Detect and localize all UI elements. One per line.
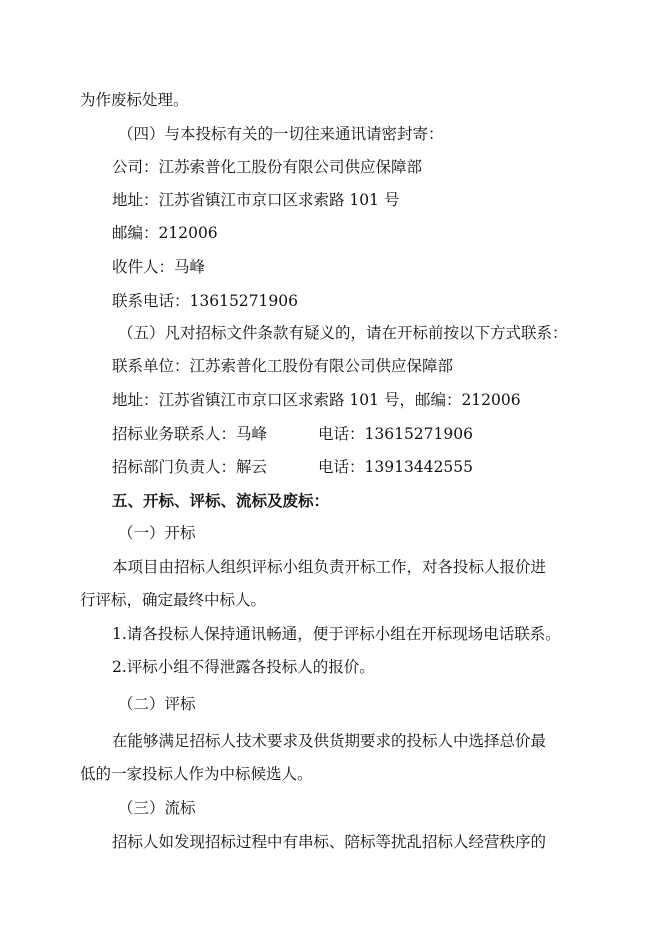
list-item: 2.评标小组不得泄露各投标人的报价。 [112,658,375,676]
text-line: 行评标，确定最终中标人。 [80,591,267,609]
contact-row [112,424,473,444]
text-line: 联系单位：江苏索普化工股份有限公司供应保障部 [112,357,454,375]
contact-row [112,457,473,477]
text-line: 地址：江苏省镇江市京口区求索路 101 号 [112,191,400,209]
text-line: 联系电话：13615271906 [112,292,298,310]
text-line: 邮编：212006 [112,224,218,242]
contact-phone: 电话：13615271906 [318,425,473,443]
text-line: 在能够满足招标人技术要求及供货期要求的投标人中选择总价最 [112,732,547,750]
section-heading: （三）流标 [118,799,196,817]
text-line: 招标人如发现招标过程中有串标、陪标等扰乱招标人经营秩序的 [112,833,547,851]
text-line: 本项目由招标人组织评标小组负责开标工作，对各投标人报价进 [112,558,547,576]
section-heading: （一）开标 [118,524,196,542]
text-line: 公司：江苏索普化工股份有限公司供应保障部 [112,158,423,176]
contact-role: 招标业务联系人：马峰 [112,425,268,443]
text-line: 收件人：马峰 [112,258,206,276]
section-heading: （二）评标 [118,695,196,713]
list-item: 1.请各投标人保持通讯畅通，便于评标小组在开标现场电话联系。 [112,625,561,643]
section-heading: （四）与本投标有关的一切往来通讯请密封寄： [118,125,444,143]
text-line: 为作废标处理。 [80,91,189,109]
text-line: 低的一家投标人作为中标候选人。 [80,765,313,783]
contact-role: 招标部门负责人：解云 [112,458,268,476]
text-line: 地址：江苏省镇江市京口区求索路 101 号，邮编：212006 [112,391,521,409]
section-heading: （五）凡对招标文件条款有疑义的，请在开标前按以下方式联系： [118,324,568,342]
contact-phone: 电话：13913442555 [318,458,473,476]
chapter-heading: 五、开标、评标、流标及废标： [112,491,330,510]
